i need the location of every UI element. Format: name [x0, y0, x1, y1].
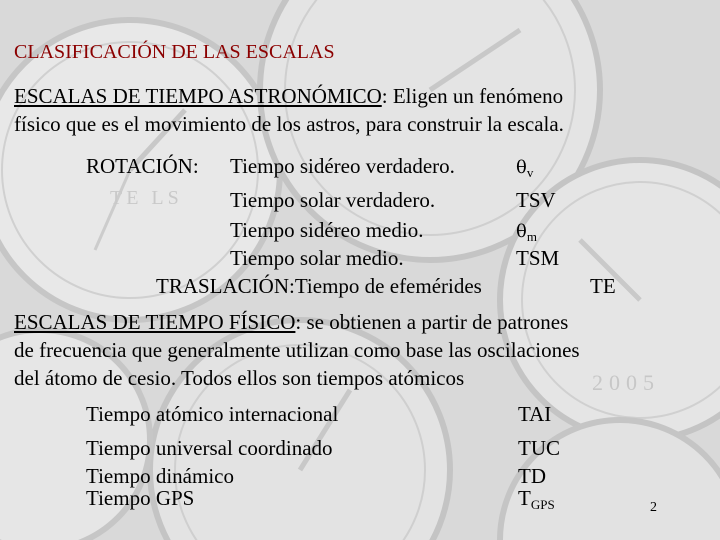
rotacion-name-3: Tiempo sidéreo medio. [230, 218, 424, 242]
rotacion-sub-1: v [526, 165, 534, 180]
astronomico-text-1: : Eligen un fenómeno [381, 84, 564, 108]
slide-title: CLASIFICACIÓN DE LAS ESCALAS [14, 41, 335, 63]
atomico-name-1: Tiempo atómico internacional [86, 402, 339, 426]
rotacion-label: ROTACIÓN: [86, 154, 199, 178]
rotacion-symbol-3 [516, 218, 537, 244]
astronomico-text-2: físico que es el movimiento de los astros, para construir la escala. [14, 112, 564, 136]
atomico-name-3: Tiempo dinámico [86, 464, 234, 488]
traslacion-symbol: TE [590, 274, 616, 298]
atomico-sub-4: GPS [530, 497, 555, 512]
fisico-text-1: : se obtienen a partir de patrones [295, 310, 569, 334]
fisico-text-2: de frecuencia que generalmente utilizan como base las oscilaciones [14, 338, 580, 362]
atomico-symbol-4 [518, 486, 555, 510]
watermark-year: 2005 [592, 370, 660, 395]
rotacion-name-1: Tiempo sidéreo verdadero. [230, 154, 455, 178]
traslacion-line [156, 274, 482, 298]
rotacion-sub-3: m [526, 229, 537, 244]
atomico-symbol-4-base: T [518, 486, 531, 510]
atomico-name-2: Tiempo universal coordinado [86, 436, 333, 460]
rotacion-name-4: Tiempo solar medio. [230, 246, 404, 270]
rotacion-name-2: Tiempo solar verdadero. [230, 188, 436, 212]
atomico-symbol-1: TAI [518, 402, 552, 426]
atomico-symbol-2: TUC [518, 436, 560, 460]
fisico-text-3: del átomo de cesio. Todos ellos son tiempos atómicos [14, 366, 465, 390]
page-number: 2 [650, 500, 657, 515]
rotacion-symbol-4: TSM [516, 246, 560, 270]
atomico-name-4: Tiempo GPS [86, 486, 195, 510]
astronomico-heading: ESCALAS DE TIEMPO ASTRONÓMICO [14, 84, 382, 108]
atomico-symbol-3: TD [518, 464, 546, 488]
theta-symbol: θ [516, 157, 527, 178]
rotacion-symbol-2: TSV [516, 188, 556, 212]
fisico-heading: ESCALAS DE TIEMPO FÍSICO [14, 310, 296, 334]
theta-symbol: θ [516, 221, 527, 242]
traslacion-label: TRASLACIÓN: [156, 274, 295, 298]
astronomico-line-1 [14, 84, 563, 108]
traslacion-name: Tiempo de efemérides [294, 274, 482, 298]
rotacion-symbol-1 [516, 154, 533, 180]
faint-background-text: TE LS [110, 187, 183, 209]
fisico-line-1 [14, 310, 568, 334]
